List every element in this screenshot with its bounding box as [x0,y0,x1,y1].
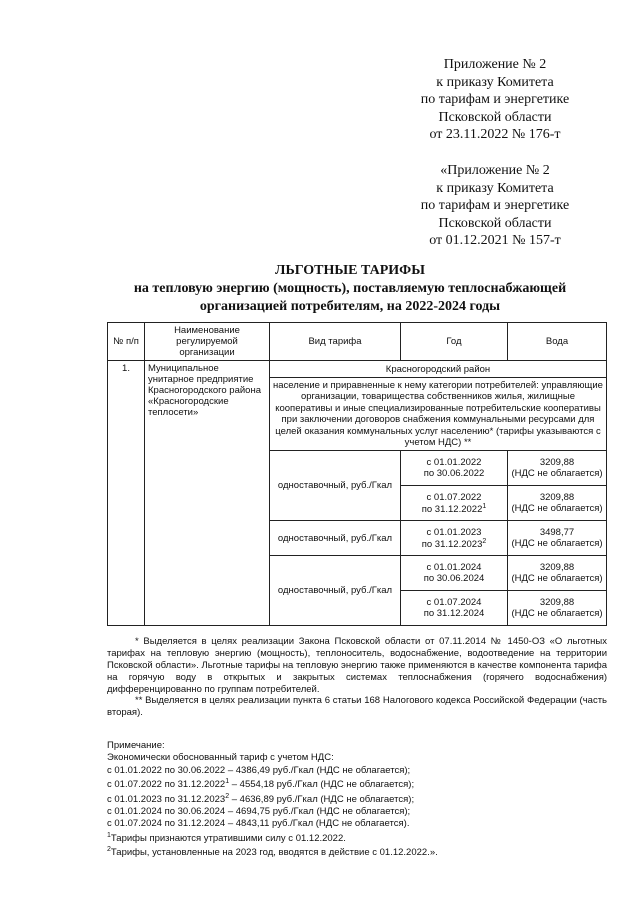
appendix-line: от 23.11.2022 № 176-т [429,127,561,142]
footnote-mark: 1 [482,502,487,510]
period-from: с 01.01.2023 [426,526,482,538]
title-line: на тепловую энергию (мощность), поставляемую теплоснабжающей [133,281,567,297]
header-num: № п/п [108,323,145,361]
region-name: Красногородский район [270,361,607,378]
period-from: с 01.01.2022 [426,457,482,469]
period-to [404,503,504,515]
footnotes [107,636,607,719]
tariff-value: 3209,88 [539,597,575,609]
period-cell [401,556,508,591]
appendix-line: к приказу Комитета [436,180,554,196]
org-name: Муниципальное унитарное предприятие Красногородского района «Красногородские теплосети» [145,361,270,626]
appendix-line: Приложение № 2 [443,57,547,72]
period-to: по 30.06.2024 [423,573,485,585]
period-to [404,538,504,550]
footnote-mark: 1 [107,831,111,839]
header-year: Год [401,323,508,361]
notes-line-value: – 4554,18 руб./Гкал (НДС не облагается); [229,779,415,791]
title-line: организацией потребителям, на 2022-2024 годы [199,299,501,315]
period-cell [401,486,508,521]
tariff-value-cell [508,556,607,591]
period-cell [401,451,508,486]
tariff-value: 3209,88 [539,457,575,469]
period-from: с 01.01.2024 [426,562,482,574]
footnote-star2: ** Выделяется в целях реализации пункта 6 статьи 168 Налогового кодекса Российской Федерации (часть вторая). [107,695,607,719]
period-to: по 30.06.2022 [423,468,485,480]
footnote-mark: 2 [482,537,487,545]
vat-note: (НДС не облагается) [511,608,603,620]
tariff-type: одноставочный, руб./Гкал [270,451,401,521]
appendix-line: Псковской области [438,109,552,125]
period-to-text: по 31.12.2022 [421,503,483,515]
footnote-text: Тарифы признаются утратившими силу с 01.12.2022. [110,832,346,844]
notes-line [107,792,607,807]
footnote-text: Тарифы, установленные на 2023 год, вводятся в действие с 01.12.2022.». [110,847,438,859]
tariff-type: одноставочный, руб./Гкал [270,556,401,626]
consumer-category: население и приравненные к нему категории потребителей: управляющие организации, товарищества собственников жилья, жилищные кооперативы и иные специализированные потребительские кооперативы при заключении договоров снабжения коммунальными ресурсами для целей оказания коммунальных услуг населению* (тарифы указываются с учетом НДС) ** [270,378,607,451]
tariff-value: 3209,88 [539,562,575,574]
notes-line: с 01.01.2022 по 30.06.2022 – 4386,49 руб./Гкал (НДС не облагается); [107,764,411,776]
tariff-table [107,322,607,626]
appendix-line: Псковской области [438,215,552,231]
tariff-value-cell [508,451,607,486]
vat-note: (НДС не облагается) [511,538,603,550]
notes-footnote-2 [107,845,607,860]
tariff-value-cell [508,486,607,521]
notes-footnote-1 [107,831,607,846]
notes-section [107,740,607,860]
notes-line: с 01.07.2024 по 31.12.2024 – 4843,11 руб./Гкал (НДС не облагается). [107,818,410,830]
header-type: Вид тарифа [270,323,401,361]
appendix-line: от 01.12.2021 № 157-т [429,233,561,248]
appendix-line: «Приложение № 2 [440,163,550,178]
tariff-value-cell [508,521,607,556]
header-org: Наименование регулируемой организации [145,323,270,361]
period-to: по 31.12.2024 [423,608,485,620]
notes-line [107,777,607,792]
footnote-mark: 2 [107,846,111,854]
notes-heading: Примечание: [107,740,165,751]
period-cell [401,521,508,556]
tariff-value: 3209,88 [539,492,575,504]
period-from: с 01.07.2024 [426,597,482,609]
appendix-line: к приказу Комитета [436,74,554,90]
table-header-row [108,323,607,361]
footnote-mark: 1 [225,778,230,786]
header-water: Вода [508,323,607,361]
period-from: с 01.07.2022 [426,491,482,503]
notes-line: с 01.01.2024 по 30.06.2024 – 4694,75 руб./Гкал (НДС не облагается); [107,806,411,818]
appendix-current [395,56,595,144]
footnote-star1: * Выделяется в целях реализации Закона Псковской области от 07.11.2014 № 1450-ОЗ «О льготных тарифах на тепловую энергию (мощность), теплоноситель, водоснабжение, водоотведение на территории Псковской области». Льготные тарифы на тепловую энергию также применяются в качестве компонента тарифа на горячую воду в открытых и закрытых системах теплоснабжения (горячего водоснабжения) дифференцированно по группам потребителей. [107,636,607,695]
appendix-line: по тарифам и энергетике [420,92,570,107]
tariff-value-cell [508,591,607,626]
notes-line-period: с 01.01.2023 по 31.12.2023 [107,793,226,805]
row-number: 1. [108,361,145,626]
title-line: ЛЬГОТНЫЕ ТАРИФЫ [275,263,425,278]
vat-note: (НДС не облагается) [511,573,603,585]
tariff-type: одноставочный, руб./Гкал [270,521,401,556]
notes-intro: Экономически обоснованный тариф с учетом НДС: [107,752,334,764]
table-row [108,361,607,378]
vat-note: (НДС не облагается) [511,468,603,480]
period-cell [401,591,508,626]
notes-line-value: – 4636,89 руб./Гкал (НДС не облагается); [229,793,415,805]
appendix-line: по тарифам и энергетике [420,198,570,213]
tariff-value: 3498,77 [539,527,575,539]
period-to-text: по 31.12.2023 [421,538,483,550]
vat-note: (НДС не облагается) [511,503,603,515]
document-title [100,262,600,317]
appendix-previous [395,162,595,250]
notes-line-period: с 01.07.2022 по 31.12.2022 [107,779,226,791]
footnote-mark: 2 [225,792,230,800]
